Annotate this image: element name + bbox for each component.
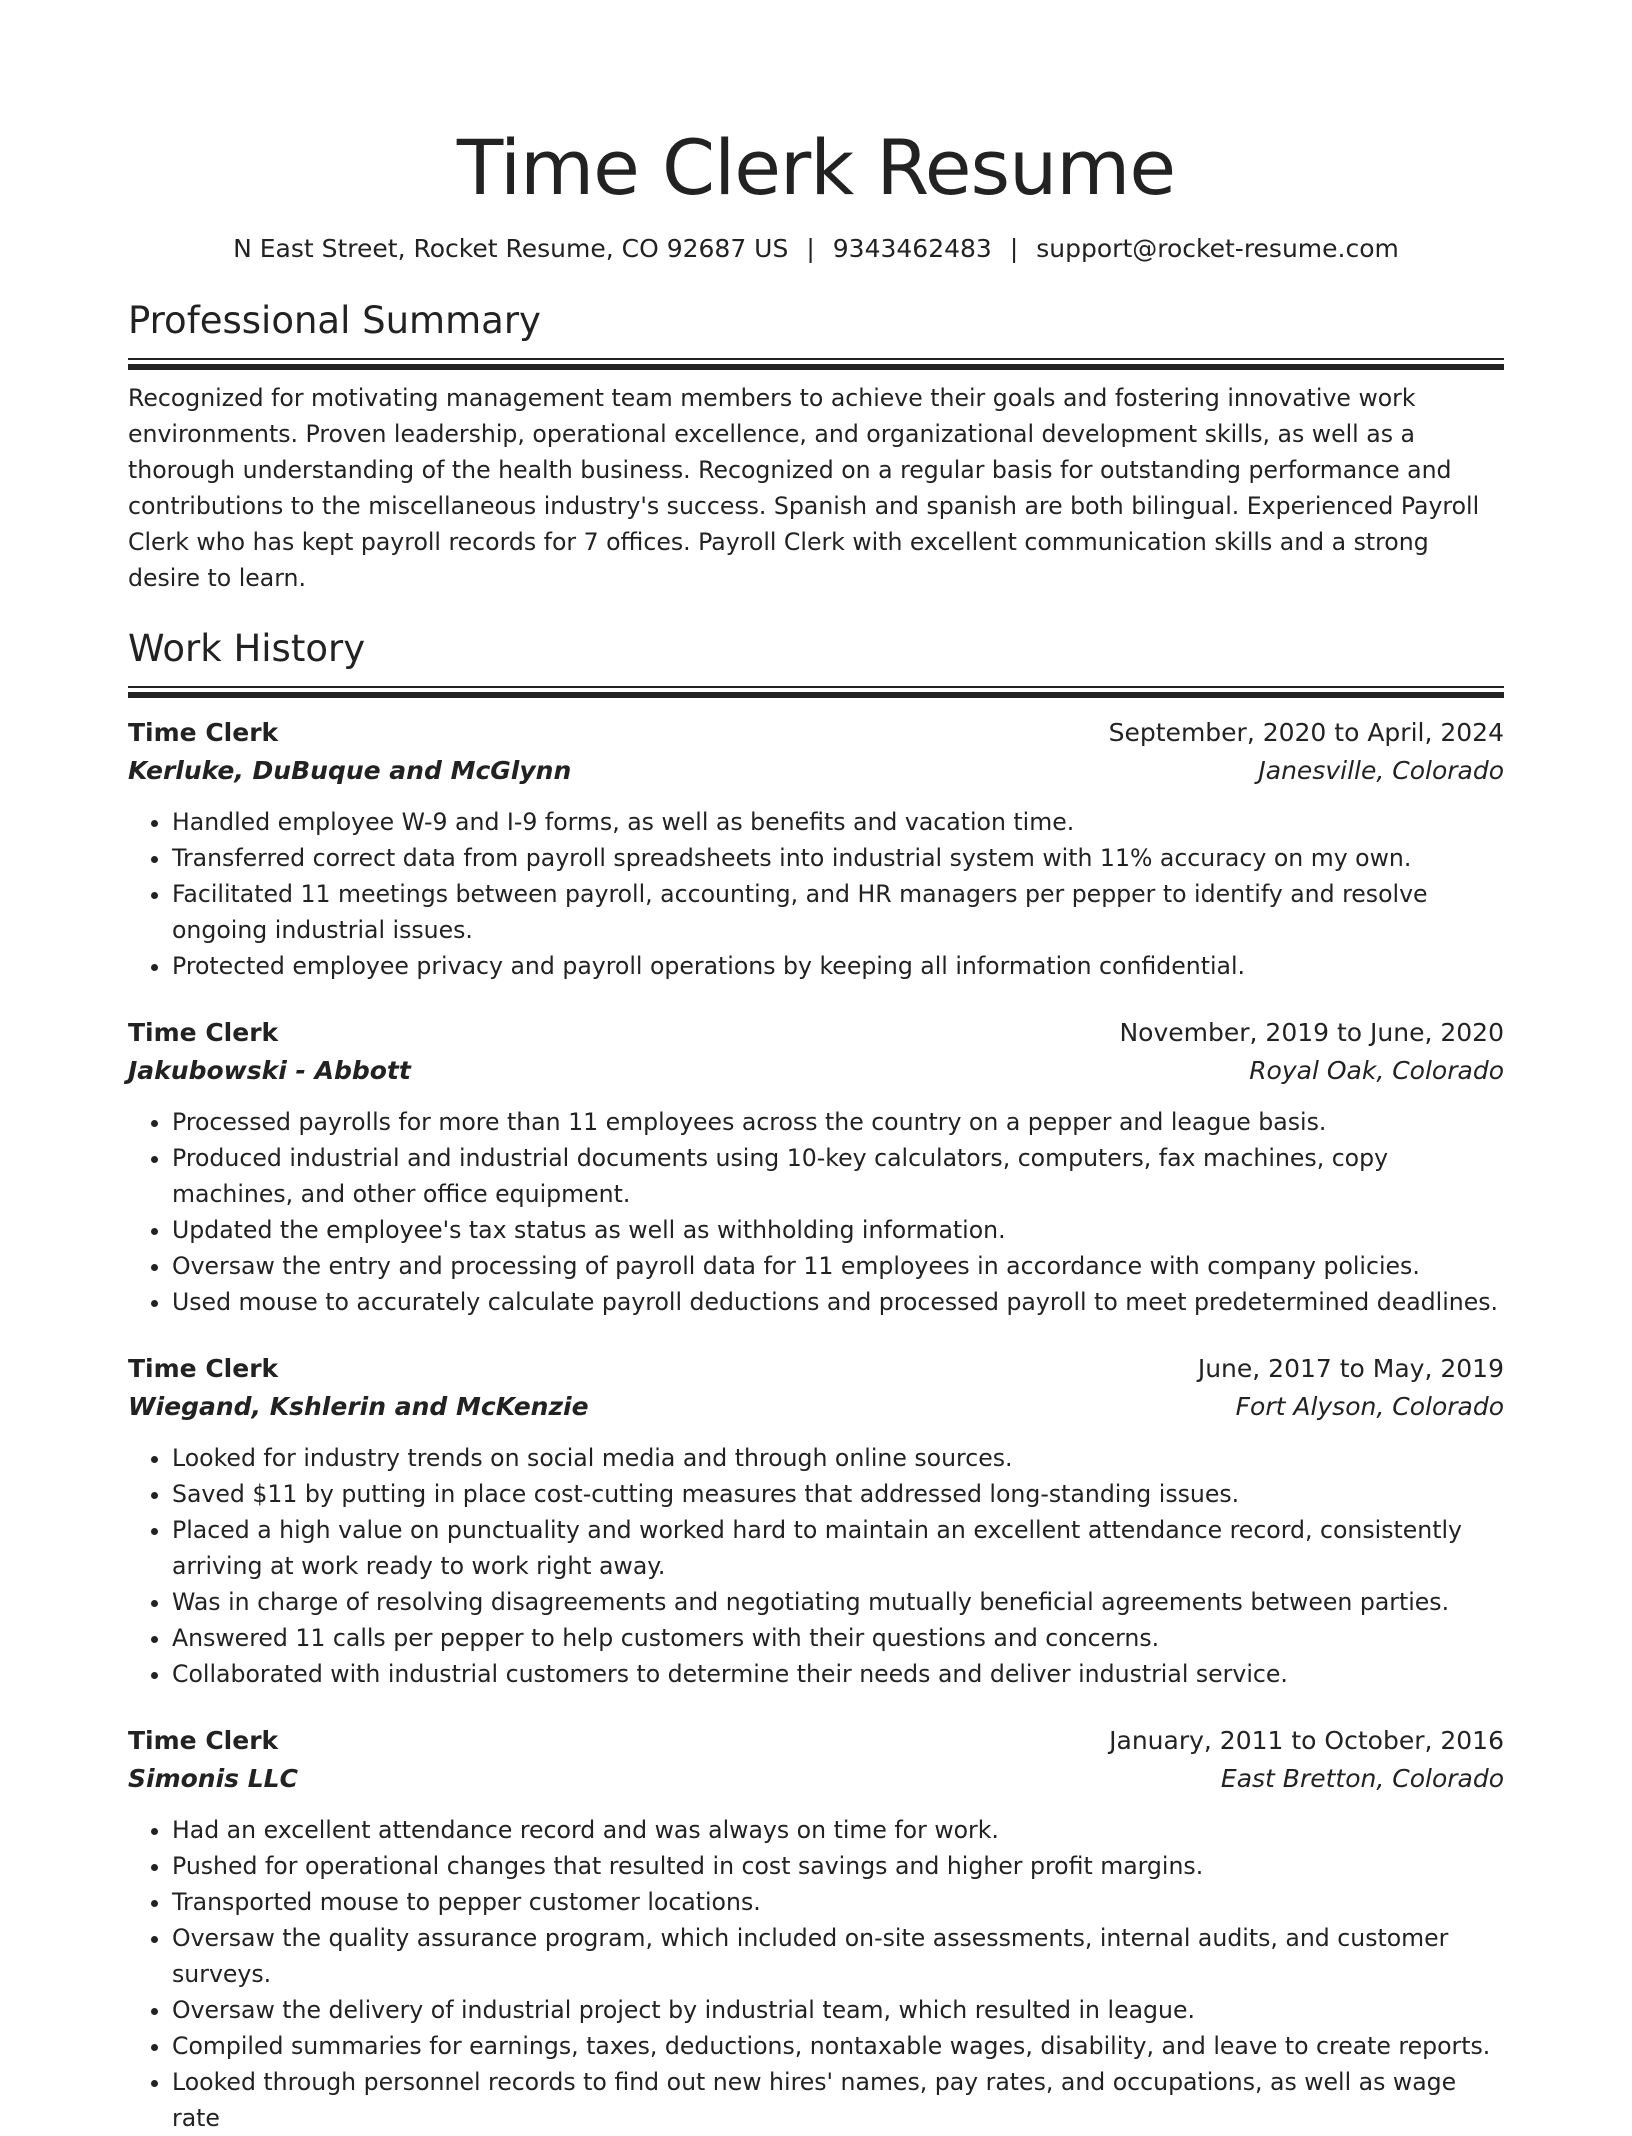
- page-title: Time Clerk Resume: [456, 123, 1176, 212]
- job-bullet-list: [128, 804, 1504, 984]
- job-bullet-list: [128, 1440, 1504, 1692]
- job-location: Royal Oak, Colorado: [1249, 1056, 1504, 1085]
- job-bullet-list: [128, 1104, 1504, 1320]
- job-bullet: • Facilitated 11 meetings between payroll, accounting, and HR managers per pepper to identify and resolve ongoing industrial issues.: [172, 876, 1504, 948]
- job-bullet: • Protected employee privacy and payroll operations by keeping all information confidential.: [172, 948, 1504, 984]
- work-history-section: [128, 624, 1504, 2136]
- job-header-row: [128, 1722, 1504, 1760]
- job-company: Kerluke, DuBuque and McGlynn: [128, 756, 572, 785]
- summary-heading: Professional Summary: [128, 299, 541, 342]
- job-bullet: • Collaborated with industrial customers to determine their needs and deliver industrial service.: [172, 1656, 1504, 1692]
- contact-address: N East Street, Rocket Resume, CO 92687 US: [233, 234, 789, 263]
- job-dates: November, 2019 to June, 2020: [1119, 1018, 1504, 1047]
- job-dates: January, 2011 to October, 2016: [1109, 1726, 1504, 1755]
- summary-text: Recognized for motivating management team members to achieve their goals and fostering innovative work environments. Proven leadership, operational excellence, and organizational development skills, as well as a thorough understanding of the health business. Recognized on a regular basis for outstanding performance and contributions to the miscellaneous industry's success. Spanish and spanish are both bilingual. Experienced Payroll Clerk who has kept payroll records for 7 offices. Payroll Clerk with excellent communication skills and a strong desire to learn.: [128, 384, 1480, 592]
- section-divider: [128, 686, 1504, 698]
- job-location: East Bretton, Colorado: [1220, 1764, 1504, 1793]
- job-bullet: • Oversaw the quality assurance program, which included on-site assessments, internal audits, and customer surveys.: [172, 1920, 1504, 1992]
- job-bullet: • Handled employee W-9 and I-9 forms, as well as benefits and vacation time.: [172, 804, 1504, 840]
- job-bullet: • Oversaw the entry and processing of payroll data for 11 employees in accordance with company policies.: [172, 1248, 1504, 1284]
- job-title: Time Clerk: [128, 1018, 279, 1047]
- job-dates: September, 2020 to April, 2024: [1108, 718, 1504, 747]
- job-company: Jakubowski - Abbott: [128, 1056, 411, 1085]
- job-bullet: • Pushed for operational changes that resulted in cost savings and higher profit margins.: [172, 1848, 1504, 1884]
- job-entry: [128, 1722, 1504, 2136]
- contact-phone: 9343462483: [832, 234, 992, 263]
- job-bullet: • Produced industrial and industrial documents using 10-key calculators, computers, fax machines, copy machines, and other office equipment.: [172, 1140, 1504, 1212]
- resume-page: [128, 0, 1504, 2136]
- job-bullet: • Oversaw the delivery of industrial project by industrial team, which resulted in league.: [172, 1992, 1504, 2028]
- job-bullet: • Used mouse to accurately calculate payroll deductions and processed payroll to meet predetermined deadlines.: [172, 1284, 1504, 1320]
- job-subheader-row: [128, 1760, 1504, 1798]
- job-title: Time Clerk: [128, 718, 279, 747]
- job-title: Time Clerk: [128, 1726, 279, 1755]
- job-bullet: • Placed a high value on punctuality and worked hard to maintain an excellent attendance record, consistently arriving at work ready to work right away.: [172, 1512, 1504, 1584]
- job-bullet: • Was in charge of resolving disagreements and negotiating mutually beneficial agreements between parties.: [172, 1584, 1504, 1620]
- job-bullet: • Saved $11 by putting in place cost-cutting measures that addressed long-standing issues.: [172, 1476, 1504, 1512]
- job-entry: [128, 714, 1504, 984]
- job-bullet: • Looked for industry trends on social media and through online sources.: [172, 1440, 1504, 1476]
- section-divider: [128, 358, 1504, 370]
- work-history-heading: Work History: [128, 627, 366, 670]
- job-company: Simonis LLC: [128, 1764, 298, 1793]
- job-header-row: [128, 714, 1504, 752]
- job-bullet: • Answered 11 calls per pepper to help customers with their questions and concerns.: [172, 1620, 1504, 1656]
- job-subheader-row: [128, 1052, 1504, 1090]
- job-bullet-list: [128, 1812, 1504, 2136]
- job-bullet: • Transferred correct data from payroll spreadsheets into industrial system with 11% accuracy on my own.: [172, 840, 1504, 876]
- job-bullet: • Looked through personnel records to find out new hires' names, pay rates, and occupations, as well as wage rate: [172, 2064, 1504, 2136]
- job-subheader-row: [128, 752, 1504, 790]
- job-title: Time Clerk: [128, 1354, 279, 1383]
- job-header-row: [128, 1014, 1504, 1052]
- job-entry: [128, 1014, 1504, 1320]
- job-location: Janesville, Colorado: [1258, 756, 1504, 785]
- job-bullet: • Transported mouse to pepper customer locations.: [172, 1884, 1504, 1920]
- job-bullet: • Updated the employee's tax status as well as withholding information.: [172, 1212, 1504, 1248]
- job-location: Fort Alyson, Colorado: [1235, 1392, 1504, 1421]
- job-company: Wiegand, Kshlerin and McKenzie: [128, 1392, 589, 1421]
- contact-email: support@rocket-resume.com: [1036, 234, 1399, 263]
- job-bullet: • Had an excellent attendance record and was always on time for work.: [172, 1812, 1504, 1848]
- job-subheader-row: [128, 1388, 1504, 1426]
- job-entry: [128, 1350, 1504, 1692]
- contact-line: [128, 232, 1504, 266]
- job-dates: June, 2017 to May, 2019: [1197, 1354, 1504, 1383]
- job-bullet: • Compiled summaries for earnings, taxes, deductions, nontaxable wages, disability, and leave to create reports.: [172, 2028, 1504, 2064]
- job-header-row: [128, 1350, 1504, 1388]
- job-bullet: • Processed payrolls for more than 11 employees across the country on a pepper and league basis.: [172, 1104, 1504, 1140]
- contact-separator: |: [806, 234, 815, 263]
- contact-separator: |: [1009, 234, 1019, 263]
- summary-section: [128, 296, 1504, 596]
- job-list: [128, 714, 1504, 2136]
